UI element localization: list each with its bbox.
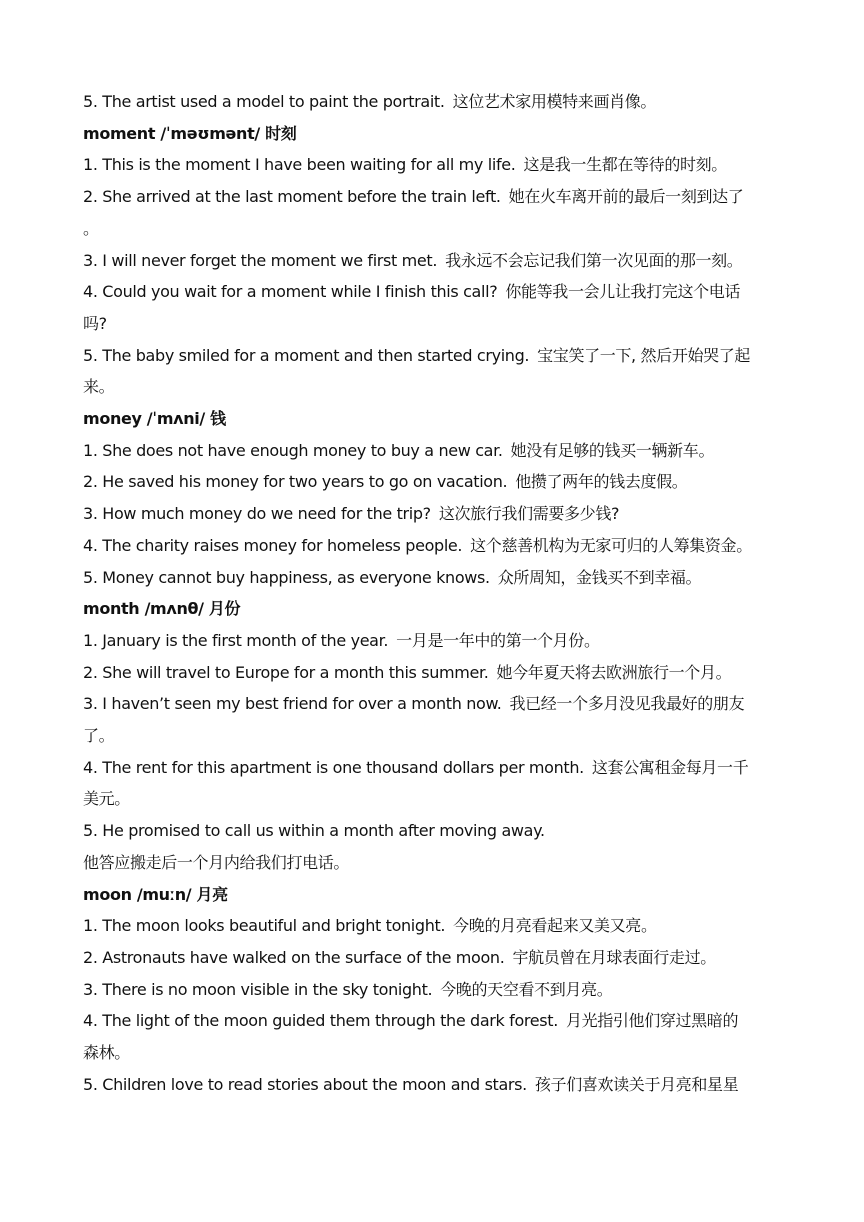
vocab-headword: money /ˈmʌni/ 钱	[83, 409, 226, 429]
sentence-english: 4. The rent for this apartment is one thousand dollars per month.	[83, 757, 584, 777]
sentence-chinese: 这套公寓租金每月一千	[591, 757, 749, 777]
sentence-chinese: 她没有足够的钱买一辆新车。	[510, 440, 715, 460]
sentence-english: 4. The light of the moon guided them through the dark forest.	[83, 1011, 558, 1031]
vocab-headword: moon /muːn/ 月亮	[83, 884, 228, 904]
sentence-english: 3. There is no moon visible in the sky tonight.	[83, 979, 433, 999]
example-sentence	[83, 1005, 783, 1037]
example-sentence	[83, 245, 783, 277]
example-sentence	[83, 435, 783, 467]
sentence-english: 2. He saved his money for two years to go on vacation.	[83, 472, 508, 492]
example-sentence	[83, 340, 783, 372]
document-page	[83, 86, 783, 1101]
sentence-chinese: 她今年夏天将去欧洲旅行一个月。	[496, 662, 732, 682]
example-sentence	[83, 86, 783, 118]
sentence-chinese: 你能等我一会儿让我打完这个电话	[505, 282, 741, 302]
example-sentence	[83, 466, 783, 498]
sentence-chinese: 月光指引他们穿过黑暗的	[565, 1011, 739, 1031]
example-sentence	[83, 910, 783, 942]
sentence-continuation: 吗?	[83, 313, 107, 333]
sentence-continuation: 来。	[83, 377, 115, 397]
example-sentence	[83, 181, 783, 213]
sentence-chinese: 这个慈善机构为无家可归的人筹集资金。	[470, 535, 752, 555]
sentence-chinese: 这是我一生都在等待的时刻。	[523, 155, 727, 175]
sentence-chinese: 宇航员曾在月球表面行走过。	[512, 947, 716, 967]
sentence-continuation: 美元。	[83, 789, 130, 809]
sentence-english: 1. This is the moment I have been waiting for all my life.	[83, 155, 516, 175]
sentence-continuation: 。	[83, 218, 99, 238]
example-sentence	[83, 149, 783, 181]
sentence-english: 5. The baby smiled for a moment and then started crying.	[83, 345, 530, 365]
vocab-headword: month /mʌnθ/ 月份	[83, 599, 241, 619]
example-sentence	[83, 752, 783, 784]
example-sentence	[83, 625, 783, 657]
sentence-continuation: 了。	[83, 726, 115, 746]
sentence-english: 1. She does not have enough money to buy a new car.	[83, 440, 503, 460]
sentence-english: 5. Children love to read stories about the moon and stars.	[83, 1074, 527, 1094]
sentence-english: 4. The charity raises money for homeless people.	[83, 535, 463, 555]
sentence-chinese: 众所周知，金钱买不到幸福。	[497, 567, 702, 587]
sentence-english: 2. Astronauts have walked on the surface of the moon.	[83, 947, 505, 967]
sentence-chinese: 孩子们喜欢读关于月亮和星星	[534, 1074, 739, 1094]
sentence-english: 5. He promised to call us within a month after moving away.	[83, 821, 545, 841]
sentence-chinese: 这次旅行我们需要多少钱?	[438, 504, 620, 524]
sentence-english: 3. I haven’t seen my best friend for over a month now.	[83, 694, 502, 714]
sentence-chinese: 我已经一个多月没见我最好的朋友	[509, 694, 745, 714]
sentence-chinese: 她在火车离开前的最后一刻到达了	[508, 187, 744, 207]
example-sentence	[83, 657, 783, 689]
sentence-continuation: 他答应搬走后一个月内给我们打电话。	[83, 852, 350, 872]
sentence-english: 4. Could you wait for a moment while I finish this call?	[83, 282, 498, 302]
example-sentence	[83, 688, 783, 720]
sentence-chinese: 他攒了两年的钱去度假。	[515, 472, 688, 492]
sentence-english: 3. How much money do we need for the trip?	[83, 504, 431, 524]
sentence-english: 1. January is the first month of the year.	[83, 630, 389, 650]
sentence-chinese: 宝宝笑了一下, 然后开始哭了起	[537, 345, 751, 365]
example-sentence	[83, 530, 783, 562]
sentence-english: 1. The moon looks beautiful and bright tonight.	[83, 916, 446, 936]
example-sentence	[83, 815, 783, 847]
vocab-headword: moment /ˈməʊmənt/ 时刻	[83, 123, 297, 143]
sentence-chinese: 我永远不会忘记我们第一次见面的那一刻。	[445, 250, 743, 270]
example-sentence	[83, 942, 783, 974]
sentence-english: 2. She arrived at the last moment before the train left.	[83, 187, 501, 207]
sentence-english: 5. The artist used a model to paint the portrait.	[83, 92, 445, 111]
sentence-english: 3. I will never forget the moment we first met.	[83, 250, 438, 270]
example-sentence	[83, 562, 783, 594]
example-sentence	[83, 1069, 783, 1101]
sentence-continuation: 森林。	[83, 1043, 130, 1063]
example-sentence	[83, 974, 783, 1006]
sentence-chinese: 今晚的天空看不到月亮。	[440, 979, 613, 999]
example-sentence	[83, 498, 783, 530]
sentence-english: 2. She will travel to Europe for a month this summer.	[83, 662, 489, 682]
sentence-chinese: 今晚的月亮看起来又美又亮。	[453, 916, 657, 936]
example-sentence	[83, 276, 783, 308]
sentence-english: 5. Money cannot buy happiness, as everyone knows.	[83, 567, 490, 587]
sentence-chinese: 这位艺术家用模特来画肖像。	[452, 92, 657, 111]
sentence-chinese: 一月是一年中的第一个月份。	[396, 630, 600, 650]
